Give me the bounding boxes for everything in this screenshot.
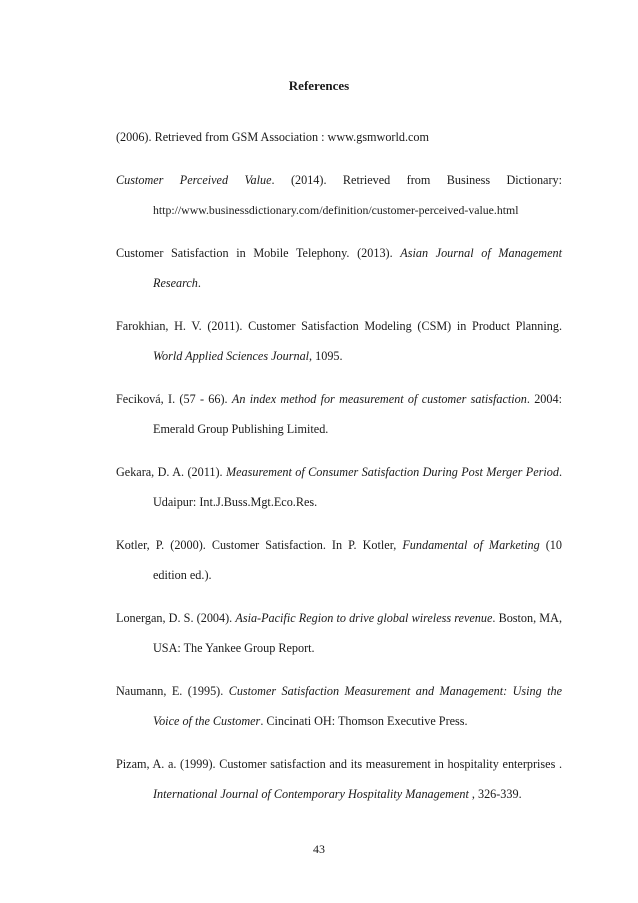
reference-journal: International Journal of Contemporary Hospitality Management [153,787,469,801]
reference-journal: World Applied Sciences Journal [153,349,310,363]
reference-text-end: . Boston, MA, USA: The Yankee Group Report. [153,611,562,655]
reference-text-end: . Cincinati OH: Thomson Executive Press. [260,714,468,728]
reference-list [116,122,562,822]
reference-entry [116,311,562,371]
reference-entry [116,457,562,517]
reference-text-end: , 326-339. [468,787,522,801]
reference-text-end: . 2004: Emerald Group Publishing Limited. [153,392,562,436]
reference-title: Fundamental of Marketing [402,538,540,552]
reference-entry [116,749,562,809]
reference-entry [116,238,562,298]
reference-text-end: . [197,276,201,290]
reference-text-end: (10 edition ed.). [153,538,562,582]
reference-url: http://www.businessdictionary.com/definition/customer-perceived-value.html [153,203,519,217]
reference-entry [116,165,562,225]
reference-text: Farokhian, H. V. (2011). Customer Satisfaction Modeling (CSM) in Product Planning. [116,319,562,333]
reference-text: Kotler, P. (2000). Customer Satisfaction. In P. Kotler, [116,538,403,552]
reference-text: Lonergan, D. S. (2004). [116,611,236,625]
reference-title: An index method for measurement of customer satisfaction [231,392,527,406]
reference-text: Gekara, D. A. (2011). [116,465,226,479]
reference-entry [116,530,562,590]
reference-title: Measurement of Consumer Satisfaction During Post Merger Period [225,465,559,479]
reference-entry [116,676,562,736]
reference-title: Customer Satisfaction Measurement and Management: Using the Voice of the Customer [153,684,562,728]
reference-entry [116,122,562,152]
reference-title: Asia-Pacific Region to drive global wireless revenue [235,611,493,625]
reference-text: Pizam, A. a. (1999). Customer satisfaction and its measurement in hospitality enterprises . [116,757,562,771]
reference-text: Customer Satisfaction in Mobile Telephony. (2013). [116,246,401,260]
reference-text: . (2014). Retrieved from Business Dictionary: [271,173,562,187]
reference-entry [116,384,562,444]
page-number: 43 [313,842,325,856]
reference-text: (2006). Retrieved from GSM Association : www.gsmworld.com [116,130,429,144]
reference-text: Feciková, I. (57 - 66). [116,392,232,406]
reference-title: Customer Perceived Value [116,173,272,187]
reference-journal: Asian Journal of Management Research [153,246,562,290]
reference-text: Naumann, E. (1995). [116,684,229,698]
reference-text-end: . Udaipur: Int.J.Buss.Mgt.Eco.Res. [153,465,562,509]
reference-entry [116,603,562,663]
page-title: References [288,78,350,93]
reference-text-end: , 1095. [309,349,343,363]
